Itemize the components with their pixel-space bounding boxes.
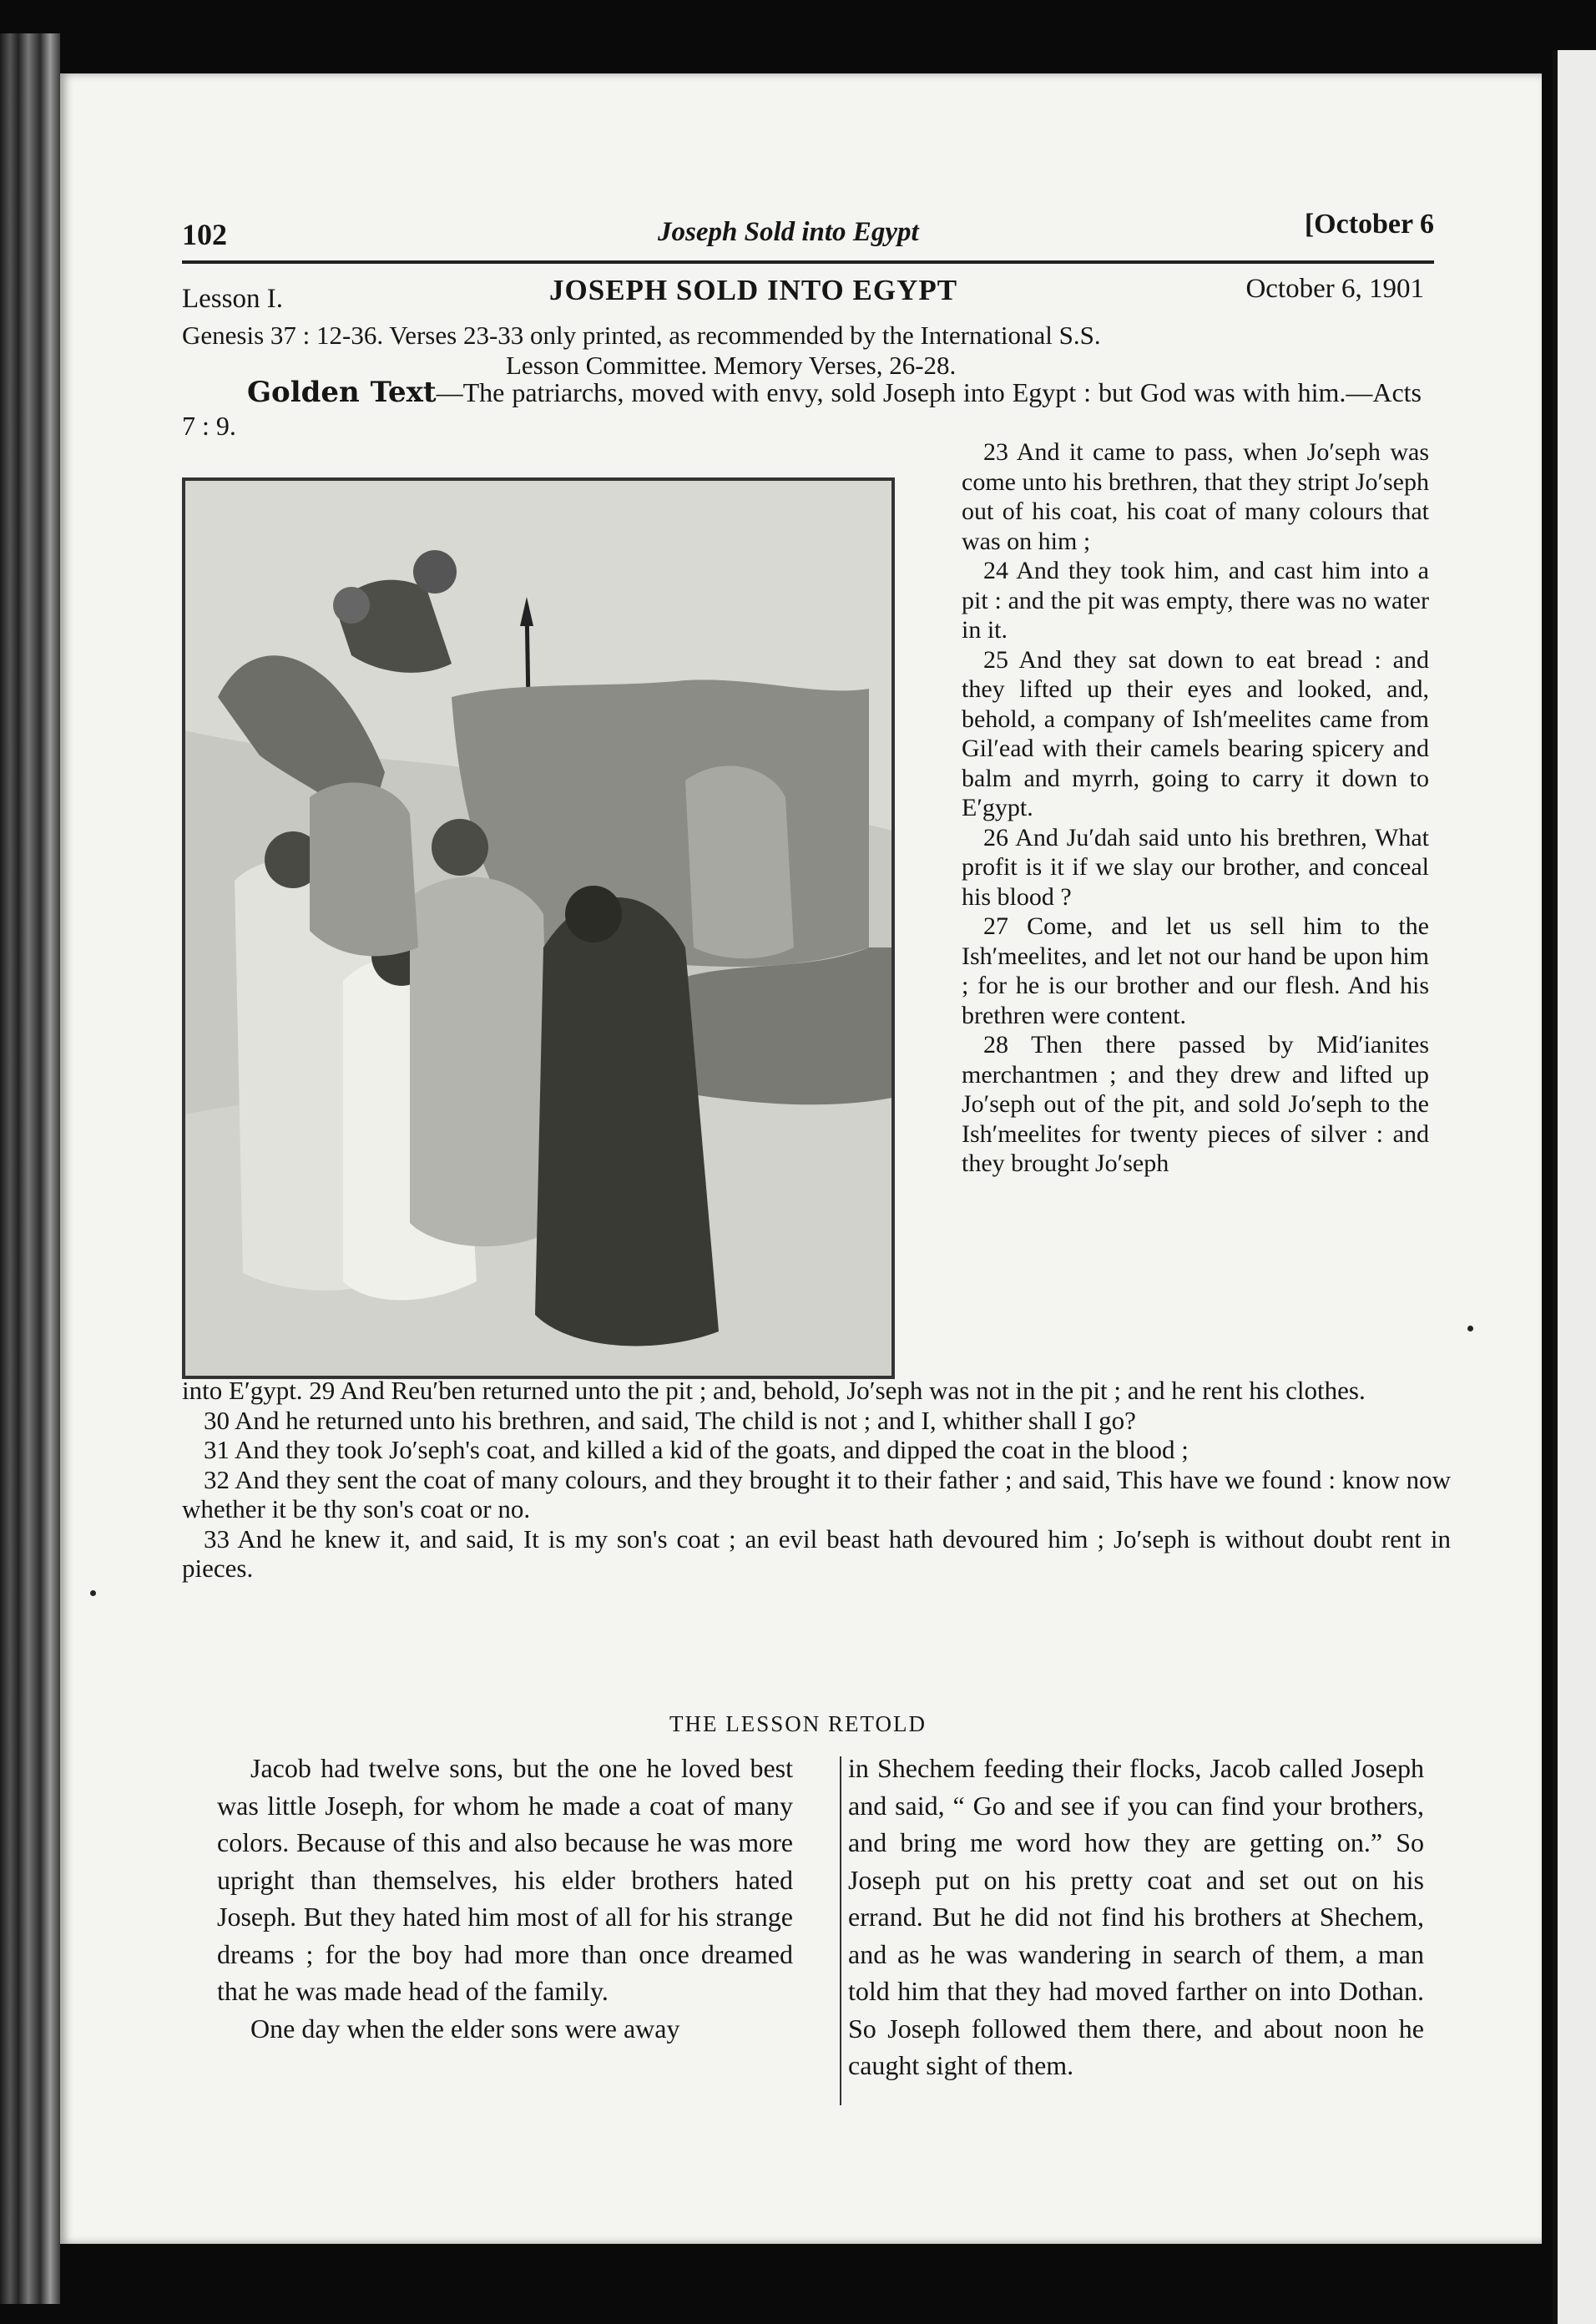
verses-column: [962, 437, 1429, 1179]
lesson-title: JOSEPH SOLD INTO EGYPT: [549, 274, 958, 306]
verse-25: 25 And they sat down to eat bread : and they lifted up their eyes and looked, and, behold, a company of Ish′meelites came from Gil′ead with their camels bearing spicery and balm and myrrh, going to carry it down to E′gypt.: [962, 645, 1429, 821]
lesson-date: October 6, 1901: [1245, 274, 1424, 304]
verse-30: 30 And he returned unto his brethren, and said, The child is not ; and I, whither shall I go?: [204, 1405, 1136, 1435]
verse-33: 33 And he knew it, and said, It is my son's coat ; an evil beast hath devoured him ; Jo′seph is without doubt rent in pieces.: [182, 1523, 1451, 1583]
committee-note: Lesson Committee. Memory Verses, 26-28.: [506, 351, 957, 380]
retold-left-column: [217, 1750, 793, 2047]
golden-text-body: —The patriarchs, moved with envy, sold Joseph into Egypt : but God was with him.—Acts 7 : 9.: [182, 377, 1422, 441]
header-rule: [182, 260, 1434, 264]
column-divider: [840, 1756, 841, 2105]
verse-28: 28 Then there passed by Mid′ianites merchantmen ; and they drew and lifted up Jo′seph out of the pit, and sold Jo′seph to the Ish′meelites for twenty pieces of silver : and they brought Jo′seph: [962, 1031, 1429, 1177]
golden-text: [182, 376, 1422, 442]
retold-paragraph: in Shechem feeding their flocks, Jacob called Joseph and said, “ Go and see if you can find your brothers, and bring me word how they are getting on.” So Joseph put on his pretty coat and set out on his errand. But he did not find his brothers at Shechem, and as he was wandering in search of them, a man told him that they had moved farther on into Dothan. So Joseph followed them there, and about noon he caught sight of them.: [848, 1753, 1424, 2080]
verse-29: into E′gypt. 29 And Reu′ben returned unto the pit ; and, behold, Jo′seph was not in the pit ; and he rent his clothes.: [182, 1376, 1366, 1405]
engraving-illustration: [182, 477, 895, 1379]
engraving-drawing: [184, 480, 892, 1377]
verse-31: 31 And they took Jo′seph's coat, and killed a kid of the goats, and dipped the coat in the blood ;: [204, 1435, 1189, 1464]
retold-right-column: [848, 1750, 1424, 2084]
book-spine-edge: [0, 33, 60, 2304]
page-number: 102: [182, 218, 227, 251]
verse-26: 26 And Ju′dah said unto his brethren, What profit is it if we slay our brother, and conceal his blood ?: [962, 823, 1429, 911]
verse-23: 23 And it came to pass, when Jo′seph was come unto his brethren, that they stript Jo′seph out of his coat, his coat of many colours that was on him ;: [962, 438, 1429, 555]
verse-32: 32 And they sent the coat of many colours, and they brought it to their father ; and said, This have we found : know now whether it be thy son's coat or no.: [182, 1464, 1451, 1523]
running-head: [182, 207, 1434, 260]
verse-27: 27 Come, and let us sell him to the Ish′meelites, and let not our hand be upon him ; for he is our brother and our flesh. And his brethren were content.: [962, 912, 1429, 1029]
margin-dot: [90, 1590, 96, 1596]
running-title: Joseph Sold into Egypt: [658, 217, 919, 247]
running-date: [October 6: [1304, 209, 1434, 240]
lesson-header: [182, 274, 1434, 312]
retold-paragraph: One day when the elder sons were away: [250, 2013, 680, 2044]
verses-full-width: [182, 1376, 1451, 1584]
facing-page-edge: [1553, 50, 1596, 2324]
retold-paragraph: Jacob had twelve sons, but the one he loved best was little Joseph, for whom he made a coat of many colors. Because of this and also because he was more upright than themselves, his elder brothers hated Joseph. But they hated him most of all for his strange dreams ; for the boy had more than once dreamed that he was made head of the family.: [217, 1753, 793, 2006]
lesson-label: Lesson I.: [182, 284, 283, 314]
golden-text-label: Golden Text: [247, 376, 437, 409]
verse-24: 24 And they took him, and cast him into a pit : and the pit was empty, there was no water in it.: [962, 557, 1429, 644]
scripture-reference: Genesis 37 : 12-36. Verses 23-33 only printed, as recommended by the International S.S.: [182, 321, 1101, 350]
margin-dot: [1467, 1326, 1473, 1331]
retold-heading: THE LESSON RETOLD: [669, 1711, 927, 1736]
